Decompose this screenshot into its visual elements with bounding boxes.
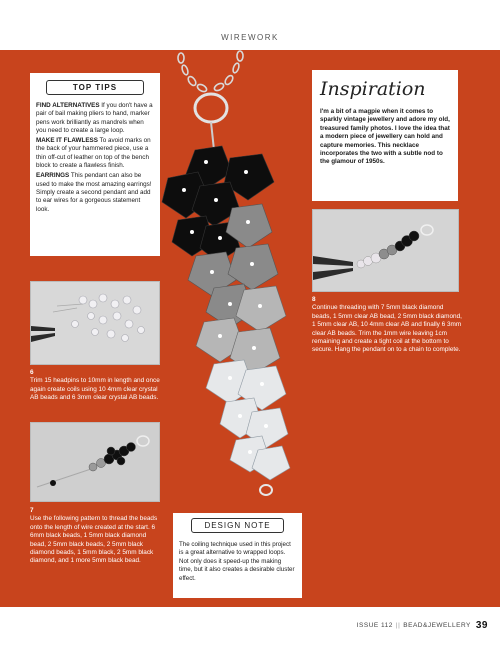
tip-item <box>36 102 154 135</box>
inspiration-title: Inspiration <box>320 78 426 100</box>
step-number: 8 <box>312 296 316 303</box>
top-tips-box <box>30 73 160 256</box>
step-text: Trim 15 headpins to 10mm in length and once again create coils using 10 4mm clear crystal AB beads and 6 3mm clear crystal AB beads. <box>30 377 160 402</box>
magazine-name: BEAD&JEWELLERY <box>403 622 471 629</box>
tip-body: To avoid marks on the back of your hammered piece, use a thin off-cut of leather on top of the bench block to create a flawless finish. <box>36 137 151 170</box>
tip-lead: FIND ALTERNATIVES <box>36 102 100 109</box>
inspiration-text: I'm a bit of a magpie when it comes to sparkly vintage jewellery and adore my old, treasured family photos. I love the idea that a modern piece of jewellery can hold and capture memories. This necklace incorporates the two with a subtle nod to the glamour of 1950s. <box>320 108 450 166</box>
tip-item <box>36 172 154 213</box>
step-text: Continue threading with 7 5mm black diamond beads, 1 5mm clear AB bead, 2 5mm black diamond, 1 5mm clear AB, 10 4mm clear AB and finally 6 3mm clear AB beads. Trim the 1mm wire leaving 1cm remaining and create a tight coil at the bottom to secure. Hang the pendant on to a chain to complete. <box>312 304 462 354</box>
inspiration-box <box>312 70 458 201</box>
page-footer <box>357 620 488 631</box>
tip-lead: EARRINGS <box>36 172 70 180</box>
step-text: Use the following pattern to thread the beads onto the length of wire created at the start. 6 6mm black beads, 1 5mm black diamond bead, 2 5mm black beads, 2 5mm black diamond beads, 1 5mm black, 2 5mm black diamond, and 1 more 5mm black bead. <box>30 515 158 565</box>
tip-lead: MAKE IT FLAWLESS <box>36 137 98 145</box>
tip-body: If you don't have a pair of bail making pliers to hand, marker pens work brilliantly as mandrels when you need to create a large loop. <box>36 102 153 134</box>
issue-number: ISSUE 112 <box>356 622 393 629</box>
design-note-text: The coiling technique used in this project is a great alternative to wrapped loops. Not only does it speed-up the making time, but it also creates a desirable cluster effect. <box>179 541 295 582</box>
step-7 <box>30 507 162 566</box>
step-7-photo <box>30 422 160 502</box>
step-number: 6 <box>30 369 34 376</box>
step-8 <box>312 296 462 355</box>
page-number: 39 <box>475 620 488 631</box>
design-note-title: DESIGN NOTE <box>191 518 284 533</box>
step-6-photo <box>30 281 160 365</box>
tip-body: This pendant can also be used to make the most amazing earrings! Simply create a second pendant and add to ear wires for a gorgeous statement look. <box>36 172 152 213</box>
footer-separator: || <box>395 622 401 629</box>
step-8-photo <box>312 209 459 292</box>
tip-item <box>36 137 154 170</box>
step-6 <box>30 369 160 403</box>
step-number: 7 <box>30 507 34 514</box>
section-label: WIREWORK <box>221 33 279 42</box>
design-note-box <box>173 513 302 598</box>
top-tips-title: TOP TIPS <box>46 80 144 95</box>
